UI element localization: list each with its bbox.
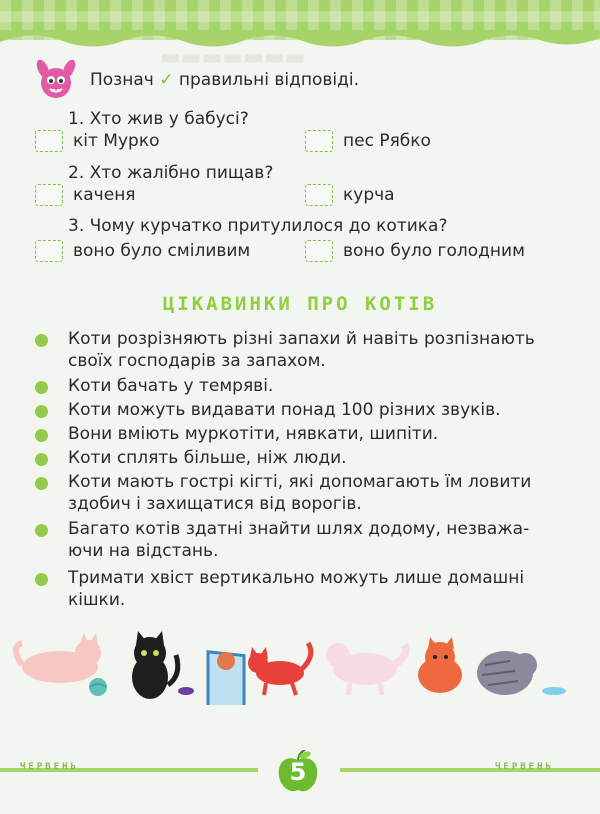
answer-checkbox[interactable]	[305, 130, 333, 152]
bullet-icon	[35, 477, 48, 490]
black-cat-icon	[132, 631, 194, 699]
footer-month-left: ЧЕРВЕНЬ	[20, 762, 79, 772]
fact-item-3	[68, 399, 548, 421]
answer-checkbox[interactable]	[35, 130, 63, 152]
answer-option-2b[interactable]	[305, 184, 395, 206]
fact-item-2	[68, 375, 548, 397]
instruction-after: правильні відповіді.	[178, 70, 360, 90]
cat-illustrations	[10, 625, 590, 705]
red-cat-icon	[248, 643, 311, 695]
fact-item-8	[68, 567, 548, 611]
answer-checkbox[interactable]	[35, 184, 63, 206]
answer-checkbox[interactable]	[305, 240, 333, 262]
white-fluffy-cat-icon	[326, 643, 406, 695]
fact-item-5	[68, 447, 548, 469]
fact-item-7	[68, 518, 548, 562]
fact-line: своїх господарів за запахом.	[68, 351, 326, 371]
answer-label: каченя	[73, 185, 136, 205]
instruction-before: Познач	[90, 70, 154, 90]
footer-line-right	[340, 768, 600, 772]
fact-line: здобич і захищатися від ворогів.	[68, 494, 362, 514]
answer-option-1a[interactable]	[35, 130, 160, 152]
answer-label: воно було голодним	[343, 241, 525, 261]
fact-line: ючи на відстань.	[68, 541, 219, 561]
answer-checkbox[interactable]	[305, 184, 333, 206]
answer-option-3a[interactable]	[35, 240, 250, 262]
fact-line: кішки.	[68, 590, 126, 610]
bullet-icon	[35, 381, 48, 394]
bullet-icon	[35, 334, 48, 347]
answer-option-1b[interactable]	[305, 130, 431, 152]
question-2: 2. Хто жалібно пищав?	[68, 163, 274, 183]
fact-item-1	[68, 328, 548, 372]
bullet-icon	[35, 405, 48, 418]
bullet-icon	[35, 453, 48, 466]
answer-label: пес Рябко	[343, 131, 431, 151]
answer-label: курча	[343, 185, 395, 205]
check-icon: ✓	[159, 70, 174, 90]
mascot-monster-icon	[33, 55, 79, 101]
answer-label: воно було сміливим	[73, 241, 251, 261]
pink-cat-icon	[16, 633, 107, 696]
question-1: 1. Хто жив у бабусі?	[68, 109, 249, 129]
answer-option-2a[interactable]	[35, 184, 136, 206]
fact-line: Коти розрізняють різні запахи й навіть розпізнають	[68, 329, 535, 349]
fact-item-4	[68, 423, 548, 445]
fact-line: Тримати хвіст вертикально можуть лише домашні	[68, 568, 525, 588]
footer-month-right: ЧЕРВЕНЬ	[495, 762, 554, 772]
question-3: 3. Чому курчатко притулилося до котика?	[68, 216, 448, 236]
page-number: 5	[289, 758, 307, 786]
answer-option-3b[interactable]	[305, 240, 525, 262]
bullet-icon	[35, 429, 48, 442]
task-instruction	[90, 70, 359, 90]
fact-line: Коти бачать у темряві.	[68, 376, 274, 396]
fact-line: Коти можуть видавати понад 100 різних звуків.	[68, 400, 501, 420]
grey-cat-icon	[477, 651, 566, 695]
bullet-icon	[35, 573, 48, 586]
bleed-through-decoration: ▬▬▬▬▬▬▬	[160, 45, 306, 70]
orange-cat-icon	[418, 637, 462, 693]
bullet-icon	[35, 524, 48, 537]
answer-label: кіт Мурко	[73, 131, 160, 151]
fact-item-6	[68, 471, 548, 515]
fact-line: Вони вміють муркотіти, нявкати, шипіти.	[68, 424, 439, 444]
fact-line: Багато котів здатні знайти шлях додому, незважа-	[68, 519, 530, 539]
section-title: ЦІКАВИНКИ ПРО КОТІВ	[162, 293, 438, 315]
fact-line: Коти сплять більше, ніж люди.	[68, 448, 347, 468]
mirror-cat-icon	[208, 652, 244, 705]
answer-checkbox[interactable]	[35, 240, 63, 262]
fact-line: Коти мають гострі кігті, які допомагають їм ловити	[68, 472, 532, 492]
